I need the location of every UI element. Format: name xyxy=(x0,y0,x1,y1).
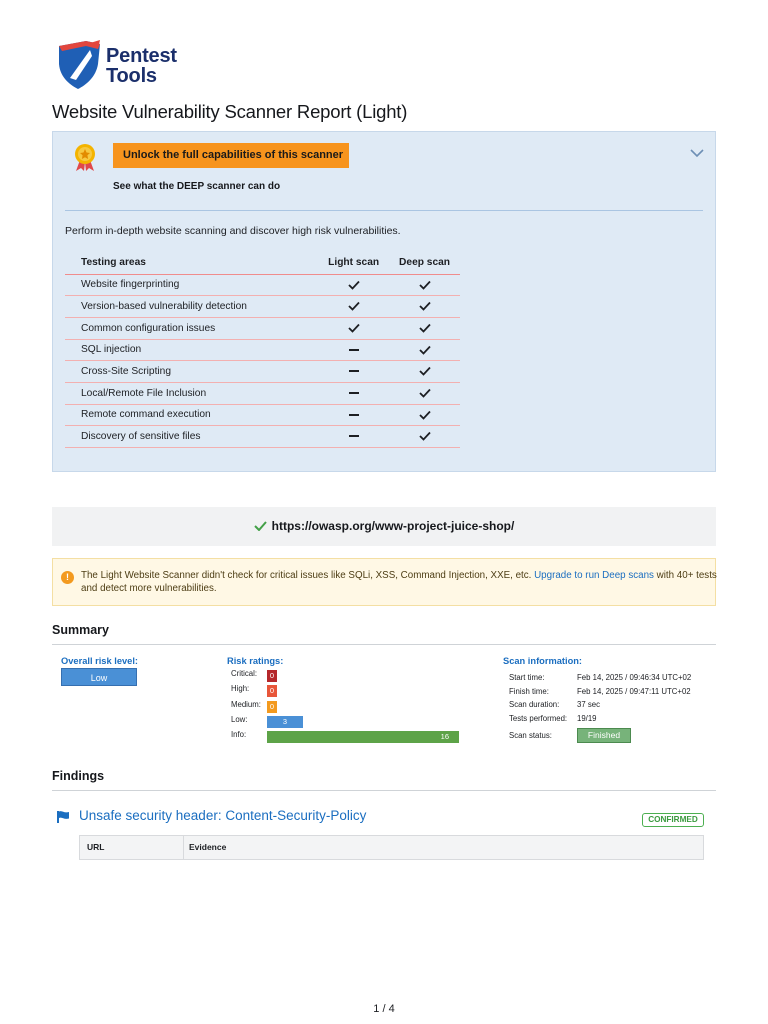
check-icon xyxy=(419,280,431,290)
scan-info-value: 19/19 xyxy=(577,713,597,723)
table-row xyxy=(65,361,460,383)
table-row xyxy=(65,296,460,318)
risk-rating-label: Critical: xyxy=(231,669,257,678)
col-evidence: Evidence xyxy=(189,842,227,852)
deep-scan-cell xyxy=(389,361,460,383)
risk-rating-bar: 16 xyxy=(267,731,459,743)
check-icon xyxy=(419,301,431,311)
deep-scan-cell xyxy=(389,426,460,448)
overall-risk-label: Overall risk level: xyxy=(61,656,139,666)
testing-area-label: Version-based vulnerability detection xyxy=(65,296,318,318)
risk-rating-bar: 0 xyxy=(267,701,277,713)
check-icon xyxy=(419,345,431,355)
testing-area-label: Common configuration issues xyxy=(65,317,318,339)
check-icon xyxy=(419,323,431,333)
deep-scan-cell xyxy=(389,404,460,426)
deep-scan-cell xyxy=(389,339,460,361)
upsell-description: Perform in-depth website scanning and discover high risk vulnerabilities. xyxy=(65,225,401,237)
deep-scan-cell xyxy=(389,296,460,318)
testing-areas-table xyxy=(65,251,460,448)
finding-title[interactable]: Unsafe security header: Content-Security-Policy xyxy=(79,808,367,823)
dash-icon xyxy=(349,370,359,372)
target-url[interactable]: https://owasp.org/www-project-juice-shop/ xyxy=(271,519,515,533)
table-header-row xyxy=(65,251,460,274)
dash-icon xyxy=(349,435,359,437)
scan-info-key: Finish time: xyxy=(509,686,549,696)
dash-icon xyxy=(349,414,359,416)
light-scan-cell xyxy=(318,404,389,426)
light-scan-cell xyxy=(318,296,389,318)
col-deep-scan: Deep scan xyxy=(389,251,460,274)
check-icon xyxy=(419,410,431,420)
check-icon xyxy=(419,388,431,398)
light-scan-cell xyxy=(318,361,389,383)
risk-rating-bar: 3 xyxy=(267,716,303,728)
scan-info-label: Scan information: xyxy=(503,656,583,666)
upsell-divider xyxy=(65,210,703,211)
check-icon xyxy=(419,366,431,376)
table-row xyxy=(65,404,460,426)
testing-area-label: Cross-Site Scripting xyxy=(65,361,318,383)
table-row xyxy=(65,274,460,296)
findings-heading: Findings xyxy=(52,769,105,783)
light-scan-cell xyxy=(318,339,389,361)
report-title: Website Vulnerability Scanner Report (Light) xyxy=(52,101,408,122)
flag-icon xyxy=(56,810,70,824)
target-url-bar xyxy=(52,507,716,546)
testing-area-label: SQL injection xyxy=(65,339,318,361)
pentest-tools-logo xyxy=(56,40,206,90)
col-testing-areas: Testing areas xyxy=(65,251,318,274)
findings-divider xyxy=(52,790,716,791)
testing-area-label: Website fingerprinting xyxy=(65,274,318,296)
chevron-down-icon[interactable] xyxy=(690,148,704,158)
page-number: 1 / 4 xyxy=(373,1003,395,1015)
dash-icon xyxy=(349,349,359,351)
overall-risk-badge: Low xyxy=(61,668,137,686)
col-url: URL xyxy=(80,836,184,859)
risk-rating-label: Medium: xyxy=(231,699,261,709)
risk-rating-label: Low: xyxy=(231,714,248,724)
light-scan-cell xyxy=(318,426,389,448)
warning-rest: with 40+ tests and detect more vulnerabilities. xyxy=(81,570,717,594)
brand-line-2: Tools xyxy=(106,65,157,87)
finding-table-header xyxy=(79,835,704,860)
scan-info-value: 37 sec xyxy=(577,700,600,710)
summary-heading: Summary xyxy=(52,623,109,637)
warning-text: The Light Website Scanner didn't check for critical issues like SQLi, XSS, Command Injection, XXE, etc. xyxy=(81,570,532,581)
deep-scan-cell xyxy=(389,382,460,404)
scan-info-key: Scan status: xyxy=(509,731,552,740)
testing-area-label: Discovery of sensitive files xyxy=(65,426,318,448)
exclamation-circle-icon: ! xyxy=(61,571,74,584)
check-icon xyxy=(348,301,360,311)
unlock-capabilities-button[interactable]: Unlock the full capabilities of this scanner xyxy=(113,143,349,168)
check-icon xyxy=(254,521,267,531)
check-icon xyxy=(419,431,431,441)
check-icon xyxy=(348,323,360,333)
upgrade-deep-scan-link[interactable]: Upgrade to run Deep scans xyxy=(534,570,654,581)
risk-rating-label: High: xyxy=(231,684,250,694)
light-scan-cell xyxy=(318,274,389,296)
risk-rating-bar: 0 xyxy=(267,685,277,697)
confirmed-badge: CONFIRMED xyxy=(642,813,704,827)
col-light-scan: Light scan xyxy=(318,251,389,274)
deep-scan-upsell-panel xyxy=(52,131,716,472)
light-scan-warning xyxy=(52,558,716,606)
light-scan-cell xyxy=(318,382,389,404)
check-icon xyxy=(348,280,360,290)
risk-rating-bar: 0 xyxy=(267,670,277,682)
dash-icon xyxy=(349,392,359,394)
brand-line-1: Pentest xyxy=(106,45,177,67)
scan-info-key: Scan duration: xyxy=(509,700,560,710)
table-row xyxy=(65,426,460,448)
testing-area-label: Local/Remote File Inclusion xyxy=(65,382,318,404)
table-row xyxy=(65,382,460,404)
deep-scan-cell xyxy=(389,317,460,339)
scan-info-value: Feb 14, 2025 / 09:47:11 UTC+02 xyxy=(577,686,691,696)
scan-status-badge: Finished xyxy=(577,728,631,743)
summary-divider xyxy=(52,644,716,645)
risk-ratings-label: Risk ratings: xyxy=(227,656,284,666)
scan-info-value: Feb 14, 2025 / 09:46:34 UTC+02 xyxy=(577,673,692,682)
table-row xyxy=(65,317,460,339)
scan-info-key: Start time: xyxy=(509,673,545,682)
deep-scan-cell xyxy=(389,274,460,296)
scan-info-key: Tests performed: xyxy=(509,713,568,723)
shield-logo-icon xyxy=(56,40,102,90)
testing-area-label: Remote command execution xyxy=(65,404,318,426)
deep-scanner-link[interactable]: See what the DEEP scanner can do xyxy=(113,181,281,192)
table-row xyxy=(65,339,460,361)
award-medal-icon xyxy=(71,142,99,172)
risk-rating-label: Info: xyxy=(231,730,247,740)
light-scan-cell xyxy=(318,317,389,339)
